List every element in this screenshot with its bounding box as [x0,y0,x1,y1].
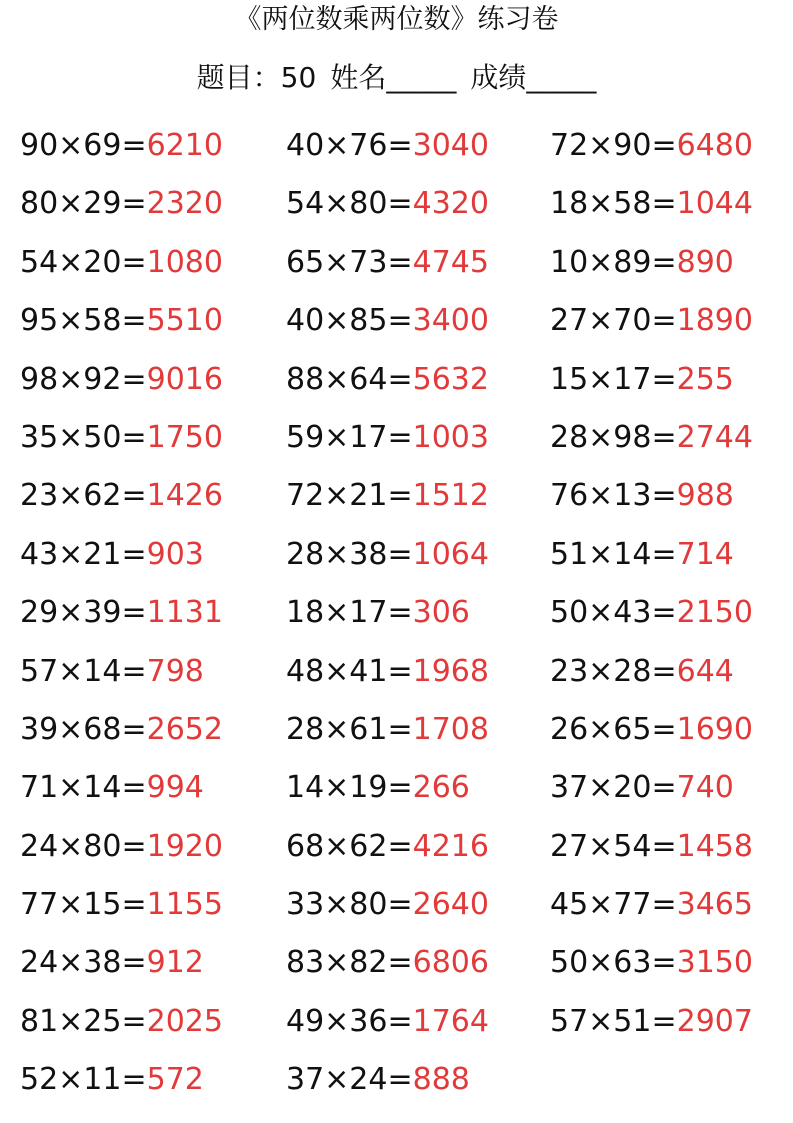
problem-expression: 54×80= [286,186,413,222]
problem-item [550,706,780,754]
problem-expression: 49×36= [286,1003,413,1039]
problem-answer: 6806 [412,945,489,981]
problem-item [550,998,780,1046]
problem-expression: 39×68= [20,711,147,747]
problem-expression: 29×39= [20,595,147,631]
problem-answer: 572 [146,1062,204,1098]
problem-answer: 912 [146,945,204,981]
problem-expression: 45×77= [550,887,677,923]
problem-item [20,414,286,462]
problem-expression: 24×80= [20,828,147,864]
worksheet-info [0,56,793,100]
problem-answer: 3465 [676,887,753,923]
problem-item [20,881,286,929]
problem-expression: 77×15= [20,887,147,923]
problem-answer: 714 [676,536,734,572]
problem-item [20,823,286,871]
problem-expression: 43×21= [20,536,147,572]
problem-item [20,706,286,754]
problem-answer: 2652 [146,711,223,747]
problem-expression: 59×17= [286,419,413,455]
problem-expression: 95×58= [20,303,147,339]
problem-item [286,881,550,929]
problem-expression: 68×62= [286,828,413,864]
score-label: 成绩 [470,61,527,94]
problem-expression: 26×65= [550,711,677,747]
problem-item [286,939,550,987]
problem-item [20,239,286,287]
problem-answer: 1080 [146,244,223,280]
problem-item [286,531,550,579]
problem-item [550,356,780,404]
problem-expression: 35×50= [20,419,147,455]
count-label: 题目： [196,61,281,94]
problem-item [20,531,286,579]
problem-answer: 1690 [676,711,753,747]
problem-answer: 890 [676,244,734,280]
problem-answer: 1890 [676,303,753,339]
problem-item [286,648,550,696]
problem-item [20,122,286,170]
worksheet-title: 《两位数乘两位数》练习卷 [234,4,559,35]
problem-answer: 306 [412,595,470,631]
problem-expression: 40×85= [286,303,413,339]
problem-expression: 57×51= [550,1003,677,1039]
problem-item [550,764,780,812]
problem-item [286,414,550,462]
problem-answer: 1131 [146,595,223,631]
problem-item [20,472,286,520]
problem-expression: 14×19= [286,770,413,806]
problem-item [550,414,780,462]
problem-item [20,648,286,696]
problem-answer: 1426 [146,478,223,514]
problem-expression: 81×25= [20,1003,147,1039]
problem-expression: 72×90= [550,128,677,163]
problem-answer: 1750 [146,419,223,455]
problem-item [286,297,550,345]
problem-answer: 2640 [412,887,489,923]
problem-answer: 1458 [676,828,753,864]
problem-answer: 2744 [676,419,753,455]
problem-expression: 83×82= [286,945,413,981]
problem-expression: 76×13= [550,478,677,514]
problem-item [550,939,780,987]
problem-answer: 2025 [146,1003,223,1039]
problem-expression: 98×92= [20,361,147,397]
problem-item [286,239,550,287]
problem-answer: 2150 [676,595,753,631]
problem-expression: 27×70= [550,303,677,339]
problem-expression: 80×29= [20,186,147,222]
problem-item [550,589,780,637]
problem-expression: 52×11= [20,1062,147,1098]
problem-expression: 23×62= [20,478,147,514]
problem-item [286,180,550,228]
problem-answer: 266 [412,770,470,806]
problem-item [550,122,780,170]
problem-answer: 5632 [412,361,489,397]
problem-item [286,998,550,1046]
problem-item [286,823,550,871]
problem-item [550,239,780,287]
problem-item [550,881,780,929]
problem-expression: 71×14= [20,770,147,806]
problem-expression: 37×24= [286,1062,413,1098]
problem-answer: 3400 [412,303,489,339]
problem-expression: 65×73= [286,244,413,280]
problem-expression: 72×21= [286,478,413,514]
problem-expression: 50×63= [550,945,677,981]
problem-answer: 903 [146,536,204,572]
problem-answer: 1003 [412,419,489,455]
problem-answer: 4745 [412,244,489,280]
problem-answer: 6210 [146,128,223,163]
problem-answer: 2320 [146,186,223,222]
problem-expression: 28×61= [286,711,413,747]
problem-expression: 15×17= [550,361,677,397]
problem-grid [20,122,780,1115]
problem-answer: 4320 [412,186,489,222]
problem-answer: 1968 [412,653,489,689]
problem-answer: 1064 [412,536,489,572]
problem-expression: 54×20= [20,244,147,280]
problem-answer: 644 [676,653,734,689]
problem-expression: 37×20= [550,770,677,806]
problem-item [550,180,780,228]
problem-expression: 50×43= [550,595,677,631]
problem-answer: 2907 [676,1003,753,1039]
problem-answer: 1920 [146,828,223,864]
problem-answer: 255 [676,361,734,397]
problem-expression: 88×64= [286,361,413,397]
problem-expression: 23×28= [550,653,677,689]
problem-expression: 28×98= [550,419,677,455]
count-value: 50 [280,61,317,94]
problem-item [286,356,550,404]
name-blank: _____ [386,61,457,94]
problem-item [20,356,286,404]
problem-item [286,472,550,520]
problem-answer: 4216 [412,828,489,864]
problem-answer: 798 [146,653,204,689]
problem-item [550,648,780,696]
problem-answer: 1708 [412,711,489,747]
problem-expression: 18×58= [550,186,677,222]
problem-answer: 994 [146,770,204,806]
problem-expression: 48×41= [286,653,413,689]
problem-item [550,531,780,579]
problem-item [20,1056,286,1104]
problem-answer: 9016 [146,361,223,397]
problem-expression: 10×89= [550,244,677,280]
name-label: 姓名 [330,61,387,94]
problem-answer: 1044 [676,186,753,222]
problem-expression: 27×54= [550,828,677,864]
problem-expression: 51×14= [550,536,677,572]
problem-answer: 988 [676,478,734,514]
problem-item [20,589,286,637]
problem-answer: 3040 [412,128,489,163]
problem-answer: 740 [676,770,734,806]
problem-expression: 90×69= [20,128,147,163]
score-blank: _____ [526,61,597,94]
problem-expression: 24×38= [20,945,147,981]
problem-item [20,297,286,345]
problem-answer: 888 [412,1062,470,1098]
problem-item [20,764,286,812]
problem-item [286,589,550,637]
problem-answer: 6480 [676,128,753,163]
problem-item [550,472,780,520]
problem-answer: 1512 [412,478,489,514]
problem-answer: 1764 [412,1003,489,1039]
problem-expression: 57×14= [20,653,147,689]
problem-answer: 3150 [676,945,753,981]
problem-item [550,823,780,871]
problem-item [286,1056,550,1104]
problem-item [286,122,550,170]
problem-item [20,998,286,1046]
problem-item [286,706,550,754]
problem-expression: 40×76= [286,128,413,163]
problem-expression: 18×17= [286,595,413,631]
problem-item [550,297,780,345]
problem-expression: 33×80= [286,887,413,923]
problem-item [286,764,550,812]
problem-item [20,939,286,987]
problem-expression: 28×38= [286,536,413,572]
problem-answer: 1155 [146,887,223,923]
problem-item [20,180,286,228]
problem-answer: 5510 [146,303,223,339]
